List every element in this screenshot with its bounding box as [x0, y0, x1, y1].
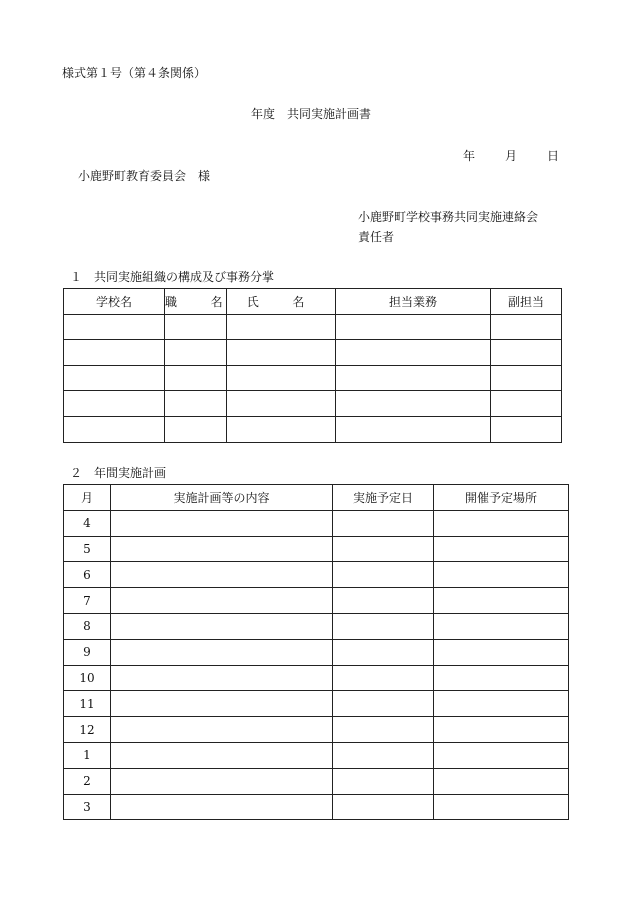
table-cell[interactable] [165, 365, 227, 391]
scheduled-date-cell[interactable] [333, 742, 434, 768]
column-header-duty: 担当業務 [336, 289, 491, 315]
table-cell[interactable] [227, 365, 336, 391]
content-cell[interactable] [111, 768, 333, 794]
scheduled-date-cell[interactable] [333, 691, 434, 717]
table-cell[interactable] [165, 314, 227, 340]
table-cell[interactable] [336, 314, 491, 340]
month-cell: 12 [64, 717, 111, 743]
scheduled-date-cell[interactable] [333, 536, 434, 562]
venue-cell[interactable] [434, 665, 569, 691]
venue-cell[interactable] [434, 562, 569, 588]
column-header-position: 職 名 [165, 289, 227, 315]
venue-cell[interactable] [434, 588, 569, 614]
table-row [64, 340, 562, 366]
scheduled-date-cell[interactable] [333, 717, 434, 743]
month-cell: 7 [64, 588, 111, 614]
month-cell: 1 [64, 742, 111, 768]
table-row [64, 391, 562, 417]
month-cell: 9 [64, 639, 111, 665]
table-cell[interactable] [165, 416, 227, 442]
table-cell[interactable] [491, 340, 562, 366]
month-cell: 6 [64, 562, 111, 588]
venue-cell[interactable] [434, 691, 569, 717]
table-cell[interactable] [227, 391, 336, 417]
scheduled-date-cell[interactable] [333, 613, 434, 639]
table-row [64, 510, 569, 536]
venue-cell[interactable] [434, 742, 569, 768]
content-cell[interactable] [111, 717, 333, 743]
month-cell: 4 [64, 510, 111, 536]
table-row [64, 691, 569, 717]
content-cell[interactable] [111, 510, 333, 536]
venue-cell[interactable] [434, 510, 569, 536]
date-day-label: 日 [547, 149, 560, 163]
table-cell[interactable] [227, 416, 336, 442]
column-header-deputy: 副担当 [491, 289, 562, 315]
section2-heading: ２ 年間実施計画 [70, 466, 167, 480]
scheduled-date-cell[interactable] [333, 639, 434, 665]
table-cell[interactable] [165, 391, 227, 417]
date-year-label: 年 [463, 149, 476, 163]
addressee: 小鹿野町教育委員会 様 [78, 169, 211, 183]
month-cell: 11 [64, 691, 111, 717]
content-cell[interactable] [111, 562, 333, 588]
organization-table-body [64, 314, 562, 442]
annual-plan-table-body [64, 510, 569, 820]
form-number: 様式第１号（第４条関係） [62, 66, 207, 80]
table-cell[interactable] [64, 314, 165, 340]
table-row [64, 562, 569, 588]
content-cell[interactable] [111, 639, 333, 665]
table-cell[interactable] [336, 340, 491, 366]
organization-table [63, 288, 562, 443]
section1-heading: １ 共同実施組織の構成及び事務分掌 [70, 270, 275, 284]
sender-organization: 小鹿野町学校事務共同実施連絡会 [358, 210, 539, 224]
column-header-content: 実施計画等の内容 [111, 485, 333, 511]
column-header-school: 学校名 [64, 289, 165, 315]
table-row [64, 794, 569, 820]
document-title: 年度 共同実施計画書 [251, 107, 372, 121]
month-cell: 10 [64, 665, 111, 691]
venue-cell[interactable] [434, 613, 569, 639]
scheduled-date-cell[interactable] [333, 510, 434, 536]
venue-cell[interactable] [434, 794, 569, 820]
table-row [64, 665, 569, 691]
content-cell[interactable] [111, 665, 333, 691]
scheduled-date-cell[interactable] [333, 562, 434, 588]
table-row [64, 742, 569, 768]
table-cell[interactable] [336, 416, 491, 442]
venue-cell[interactable] [434, 717, 569, 743]
table-cell[interactable] [227, 340, 336, 366]
content-cell[interactable] [111, 691, 333, 717]
month-cell: 5 [64, 536, 111, 562]
content-cell[interactable] [111, 742, 333, 768]
table-cell[interactable] [491, 365, 562, 391]
date-month-label: 月 [505, 149, 518, 163]
column-header-venue: 開催予定場所 [434, 485, 569, 511]
content-cell[interactable] [111, 536, 333, 562]
scheduled-date-cell[interactable] [333, 794, 434, 820]
table-cell[interactable] [336, 391, 491, 417]
scheduled-date-cell[interactable] [333, 768, 434, 794]
table-row [64, 717, 569, 743]
month-cell: 3 [64, 794, 111, 820]
table-row [64, 588, 569, 614]
table-cell[interactable] [64, 365, 165, 391]
month-cell: 8 [64, 613, 111, 639]
content-cell[interactable] [111, 794, 333, 820]
table-cell[interactable] [64, 416, 165, 442]
table-cell[interactable] [64, 391, 165, 417]
content-cell[interactable] [111, 588, 333, 614]
venue-cell[interactable] [434, 536, 569, 562]
table-row [64, 613, 569, 639]
annual-plan-table [63, 484, 569, 820]
table-header-row [64, 289, 562, 315]
table-row [64, 365, 562, 391]
table-header-row [64, 485, 569, 511]
column-header-scheduled-date: 実施予定日 [333, 485, 434, 511]
sender-role: 責任者 [358, 230, 395, 244]
table-cell[interactable] [64, 340, 165, 366]
table-cell[interactable] [491, 314, 562, 340]
table-row [64, 768, 569, 794]
table-cell[interactable] [165, 340, 227, 366]
table-row [64, 416, 562, 442]
scheduled-date-cell[interactable] [333, 665, 434, 691]
venue-cell[interactable] [434, 639, 569, 665]
date-line [463, 149, 559, 163]
column-header-month: 月 [64, 485, 111, 511]
table-row [64, 639, 569, 665]
table-row [64, 536, 569, 562]
venue-cell[interactable] [434, 768, 569, 794]
content-cell[interactable] [111, 613, 333, 639]
table-cell[interactable] [227, 314, 336, 340]
table-cell[interactable] [491, 391, 562, 417]
table-row [64, 314, 562, 340]
table-cell[interactable] [336, 365, 491, 391]
month-cell: 2 [64, 768, 111, 794]
table-cell[interactable] [491, 416, 562, 442]
column-header-name: 氏 名 [227, 289, 336, 315]
scheduled-date-cell[interactable] [333, 588, 434, 614]
